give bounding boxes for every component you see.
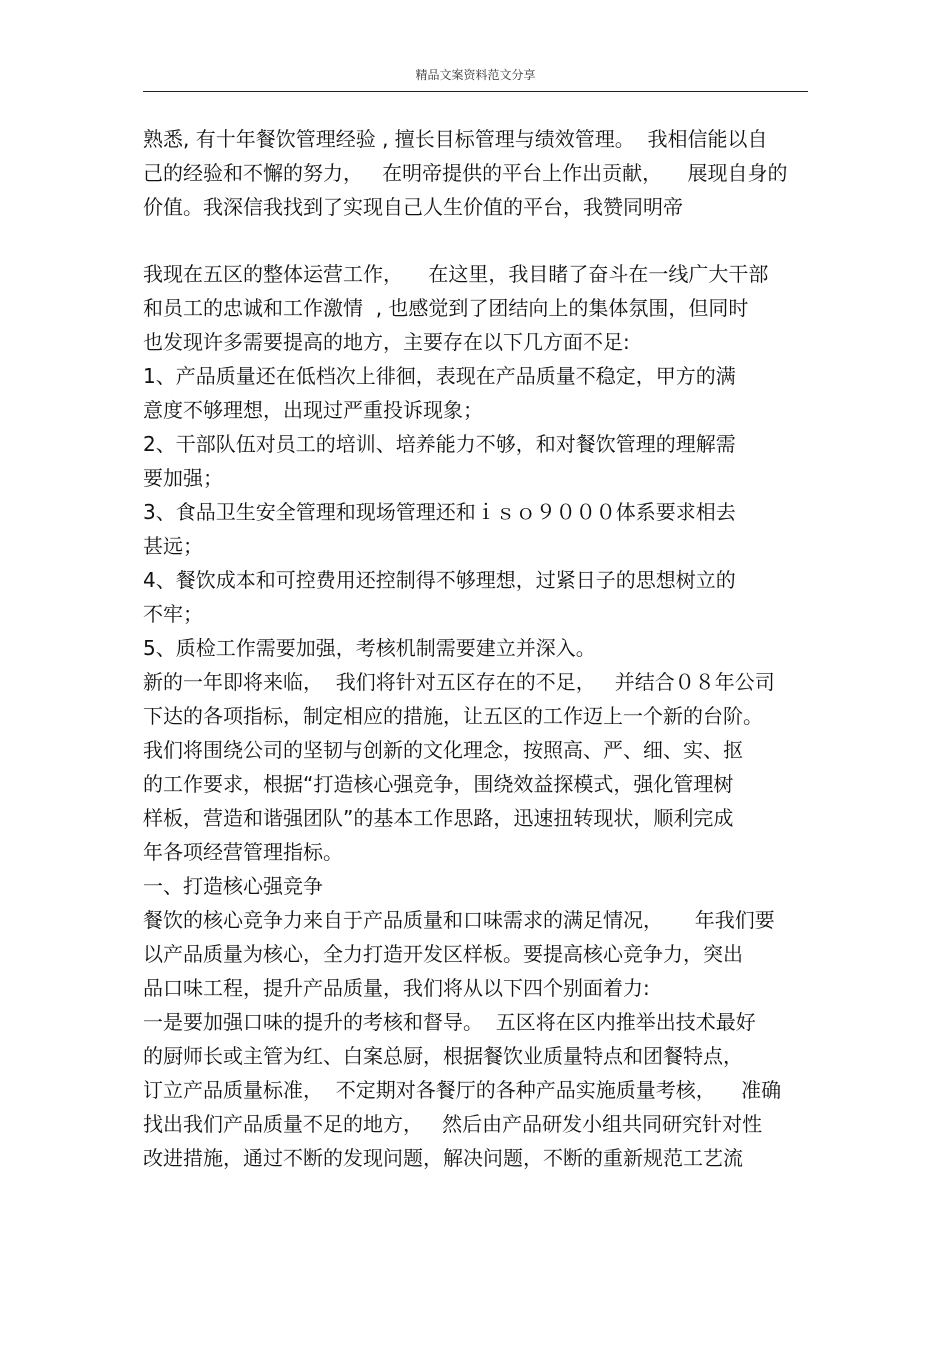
text-line: 和员工的忠诚和工作激情 , 也感觉到了团结向上的集体氛围，但同时 <box>143 296 749 320</box>
text-line: 以产品质量为核心，全力打造开发区样板。要提高核心竞争力，突出 <box>143 942 743 966</box>
text-line: 1、产品质量还在低档次上徘徊，表现在产品质量不稳定，甲方的满 <box>143 364 736 388</box>
text-line: 订立产品质量标准， 不定期对各餐厅的各种产品实施质量考核， 准确 <box>143 1078 782 1102</box>
header-title: 精品文案资料范文分享 <box>415 68 536 82</box>
text-line: 不牢； <box>143 602 203 626</box>
text-line: 己的经验和不懈的努力， 在明帝提供的平台上作出贡献， 展现自身的 <box>143 161 788 185</box>
header-divider <box>143 91 808 92</box>
text-line: 下达的各项指标，制定相应的措施，让五区的工作迈上一个新的台阶。 <box>143 704 763 728</box>
text-line: 改进措施，通过不断的发现问题，解决问题，不断的重新规范工艺流 <box>143 1146 743 1170</box>
page-header <box>143 66 808 91</box>
paragraph-intro <box>143 122 813 224</box>
text-line: 价值。我深信我找到了实现自己人生价值的平台，我赞同明帝 <box>143 195 683 219</box>
text-line: 餐饮的核心竞争力来自于产品质量和口味需求的满足情况， 年我们要 <box>143 908 775 932</box>
text-line: 一、打造核心强竞争 <box>143 874 323 898</box>
paragraph-gap <box>143 224 813 257</box>
text-line: 的厨师长或主管为红、白案总厨，根据餐饮业质量特点和团餐特点， <box>143 1044 743 1068</box>
text-line: 3、食品卫生安全管理和现场管理还和ｉｓｏ９０００体系要求相去 <box>143 500 736 524</box>
text-line: 新的一年即将来临， 我们将针对五区存在的不足， 并结合０８年公司 <box>143 670 775 694</box>
text-line: 意度不够理想，出现过严重投诉现象； <box>143 398 483 422</box>
text-line: 熟悉, 有十年餐饮管理经验 , 擅长目标管理与绩效管理。 我相信能以自 <box>143 127 768 151</box>
document-body <box>143 122 813 1175</box>
paragraph-main <box>143 257 813 1175</box>
text-line: 品口味工程，提升产品质量，我们将从以下四个别面着力: <box>143 976 650 1000</box>
text-line: 年各项经营管理指标。 <box>143 840 343 864</box>
text-line: 5、质检工作需要加强，考核机制需要建立并深入。 <box>143 636 596 660</box>
text-line: 的工作要求，根据“打造核心强竞争，围绕效益探模式，强化管理树 <box>143 772 734 796</box>
text-line: 2、干部队伍对员工的培训、培养能力不够，和对餐饮管理的理解需 <box>143 432 736 456</box>
text-line: 4、餐饮成本和可控费用还控制得不够理想，过紧日子的思想树立的 <box>143 568 736 592</box>
text-line: 一是要加强口味的提升的考核和督导。 五区将在区内推举出技术最好 <box>143 1010 756 1034</box>
text-line: 我们将围绕公司的坚韧与创新的文化理念，按照高、严、细、实、抠 <box>143 738 743 762</box>
text-line: 也发现许多需要提高的地方，主要存在以下几方面不足: <box>143 330 630 354</box>
text-line: 甚远； <box>143 534 203 558</box>
text-line: 样板，营造和谐强团队”的基本工作思路，迅速扭转现状，顺利完成 <box>143 806 734 830</box>
text-line: 找出我们产品质量不足的地方， 然后由产品研发小组共同研究针对性 <box>143 1112 763 1136</box>
text-line: 我现在五区的整体运营工作， 在这里，我目睹了奋斗在一线广大干部 <box>143 262 769 286</box>
text-line: 要加强； <box>143 466 223 490</box>
